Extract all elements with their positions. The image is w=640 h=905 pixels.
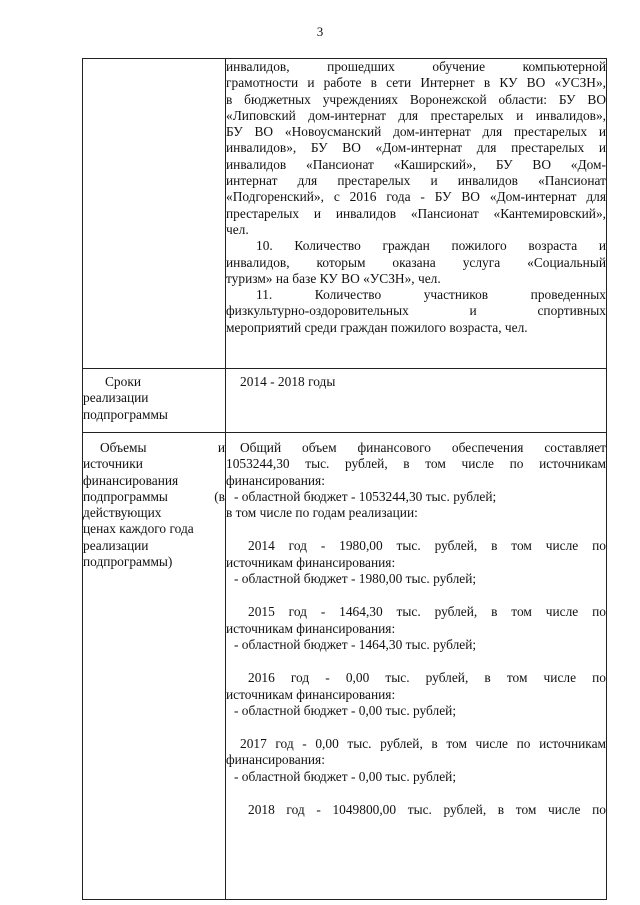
spacer — [226, 587, 606, 604]
passport-table — [82, 58, 607, 900]
item-11-line: мероприятий среди граждан пожилого возраста, чел. — [226, 319, 528, 335]
spacer — [226, 785, 606, 802]
item-11-line: 11. Количество участников проведенных — [256, 287, 606, 303]
item-11-line: физкультурно-оздоровительных и спортивных — [226, 303, 606, 319]
year-2018-line: 2018 год - 1049800,00 тыс. рублей, в том числе по — [248, 802, 606, 818]
text-line: чел. — [226, 221, 249, 237]
year-2016-line: 2016 год - 0,00 тыс. рублей, в том числе по — [248, 670, 606, 686]
text-line: интернат для престарелых и инвалидов «Пансионат — [226, 173, 606, 189]
spacer — [226, 521, 606, 538]
financing-label-line: ценах каждого года — [83, 521, 194, 537]
year-2015-budget: - областной бюджет - 1464,30 тыс. рублей; — [234, 636, 477, 652]
year-2017-line: финансирования: — [226, 752, 325, 768]
financing-intro-line: Общий объем финансового обеспечения составляет — [240, 440, 606, 455]
text-line: грамотности и работе в сети Интернет в КУ ВО «УСЗН», — [226, 75, 606, 91]
financing-intro-line: 1053244,30 тыс. рублей, в том числе по источникам — [226, 456, 606, 472]
spacer — [226, 719, 606, 736]
financing-label-line: подпрограммы (в — [83, 488, 225, 504]
spacer — [226, 653, 606, 670]
year-2017-budget: - областной бюджет - 0,00 тыс. рублей; — [234, 768, 457, 784]
financing-content-cell — [226, 433, 607, 900]
text-line: в бюджетных учреждениях Воронежской области: БУ ВО — [226, 91, 606, 107]
financing-intro-line: финансирования: — [226, 472, 325, 488]
period-value: 2014 - 2018 годы — [240, 374, 336, 389]
year-2015-line: 2015 год - 1464,30 тыс. рублей, в том числе по — [248, 604, 606, 620]
period-label-line: реализации — [83, 390, 149, 406]
financing-label-line: реализации — [83, 537, 149, 553]
text-line: инвалидов», БУ ВО «Дом-интернат для престарелых и — [226, 140, 606, 156]
table-row-indicators — [83, 59, 607, 369]
financing-label-line: действующих — [83, 505, 162, 521]
period-value-cell — [226, 369, 607, 433]
indicators-content-cell — [226, 59, 607, 369]
item-10-line: туризм» на базе КУ ВО «УСЗН», чел. — [226, 270, 441, 286]
year-2017-line: 2017 год - 0,00 тыс. рублей, в том числе по источникам — [240, 736, 606, 752]
item-10-line: инвалидов, которым оказана услуга «Социальный — [226, 254, 606, 270]
item-10-line: 10. Количество граждан пожилого возраста и — [256, 238, 606, 254]
year-2014-line: источникам финансирования: — [226, 554, 396, 570]
text-line: инвалидов «Пансионат «Каширский», БУ ВО «Дом- — [226, 156, 606, 172]
period-label-line: подпрограммы — [83, 406, 168, 422]
year-2015-line: источникам финансирования: — [226, 620, 396, 636]
financing-intro-budget: - областной бюджет - 1053244,30 тыс. рублей; — [234, 488, 497, 504]
period-label-line: Сроки — [105, 374, 141, 389]
financing-by-years: в том числе по годам реализации: — [226, 505, 418, 521]
financing-label-line: финансирования — [83, 472, 179, 488]
year-2016-line: источникам финансирования: — [226, 686, 396, 702]
financing-label-line: источники — [83, 456, 143, 472]
period-label-cell — [83, 369, 226, 433]
table-row-period — [83, 369, 607, 433]
year-2016-budget: - областной бюджет - 0,00 тыс. рублей; — [234, 702, 457, 718]
year-2014-line: 2014 год - 1980,00 тыс. рублей, в том числе по — [248, 538, 606, 554]
text-line: престарелых и инвалидов «Пансионат «Кантемировский», — [226, 205, 606, 221]
financing-label-line: подпрограммы) — [83, 554, 173, 570]
financing-label-cell — [83, 433, 226, 900]
text-line: «Липовский дом-интернат для престарелых и инвалидов», — [226, 107, 606, 123]
year-2014-budget: - областной бюджет - 1980,00 тыс. рублей; — [234, 571, 477, 587]
page-number: 3 — [316, 24, 324, 39]
indicators-label-cell — [83, 59, 226, 369]
financing-label-line: Объемы и — [100, 440, 225, 455]
table-row-financing — [83, 433, 607, 900]
text-line: «Подгоренский», с 2016 года - БУ ВО «Дом-интернат для — [226, 189, 606, 205]
text-line: БУ ВО «Новоусманский дом-интернат для престарелых и — [226, 124, 606, 140]
text-line: инвалидов, прошедших обучение компьютерной — [226, 59, 606, 74]
